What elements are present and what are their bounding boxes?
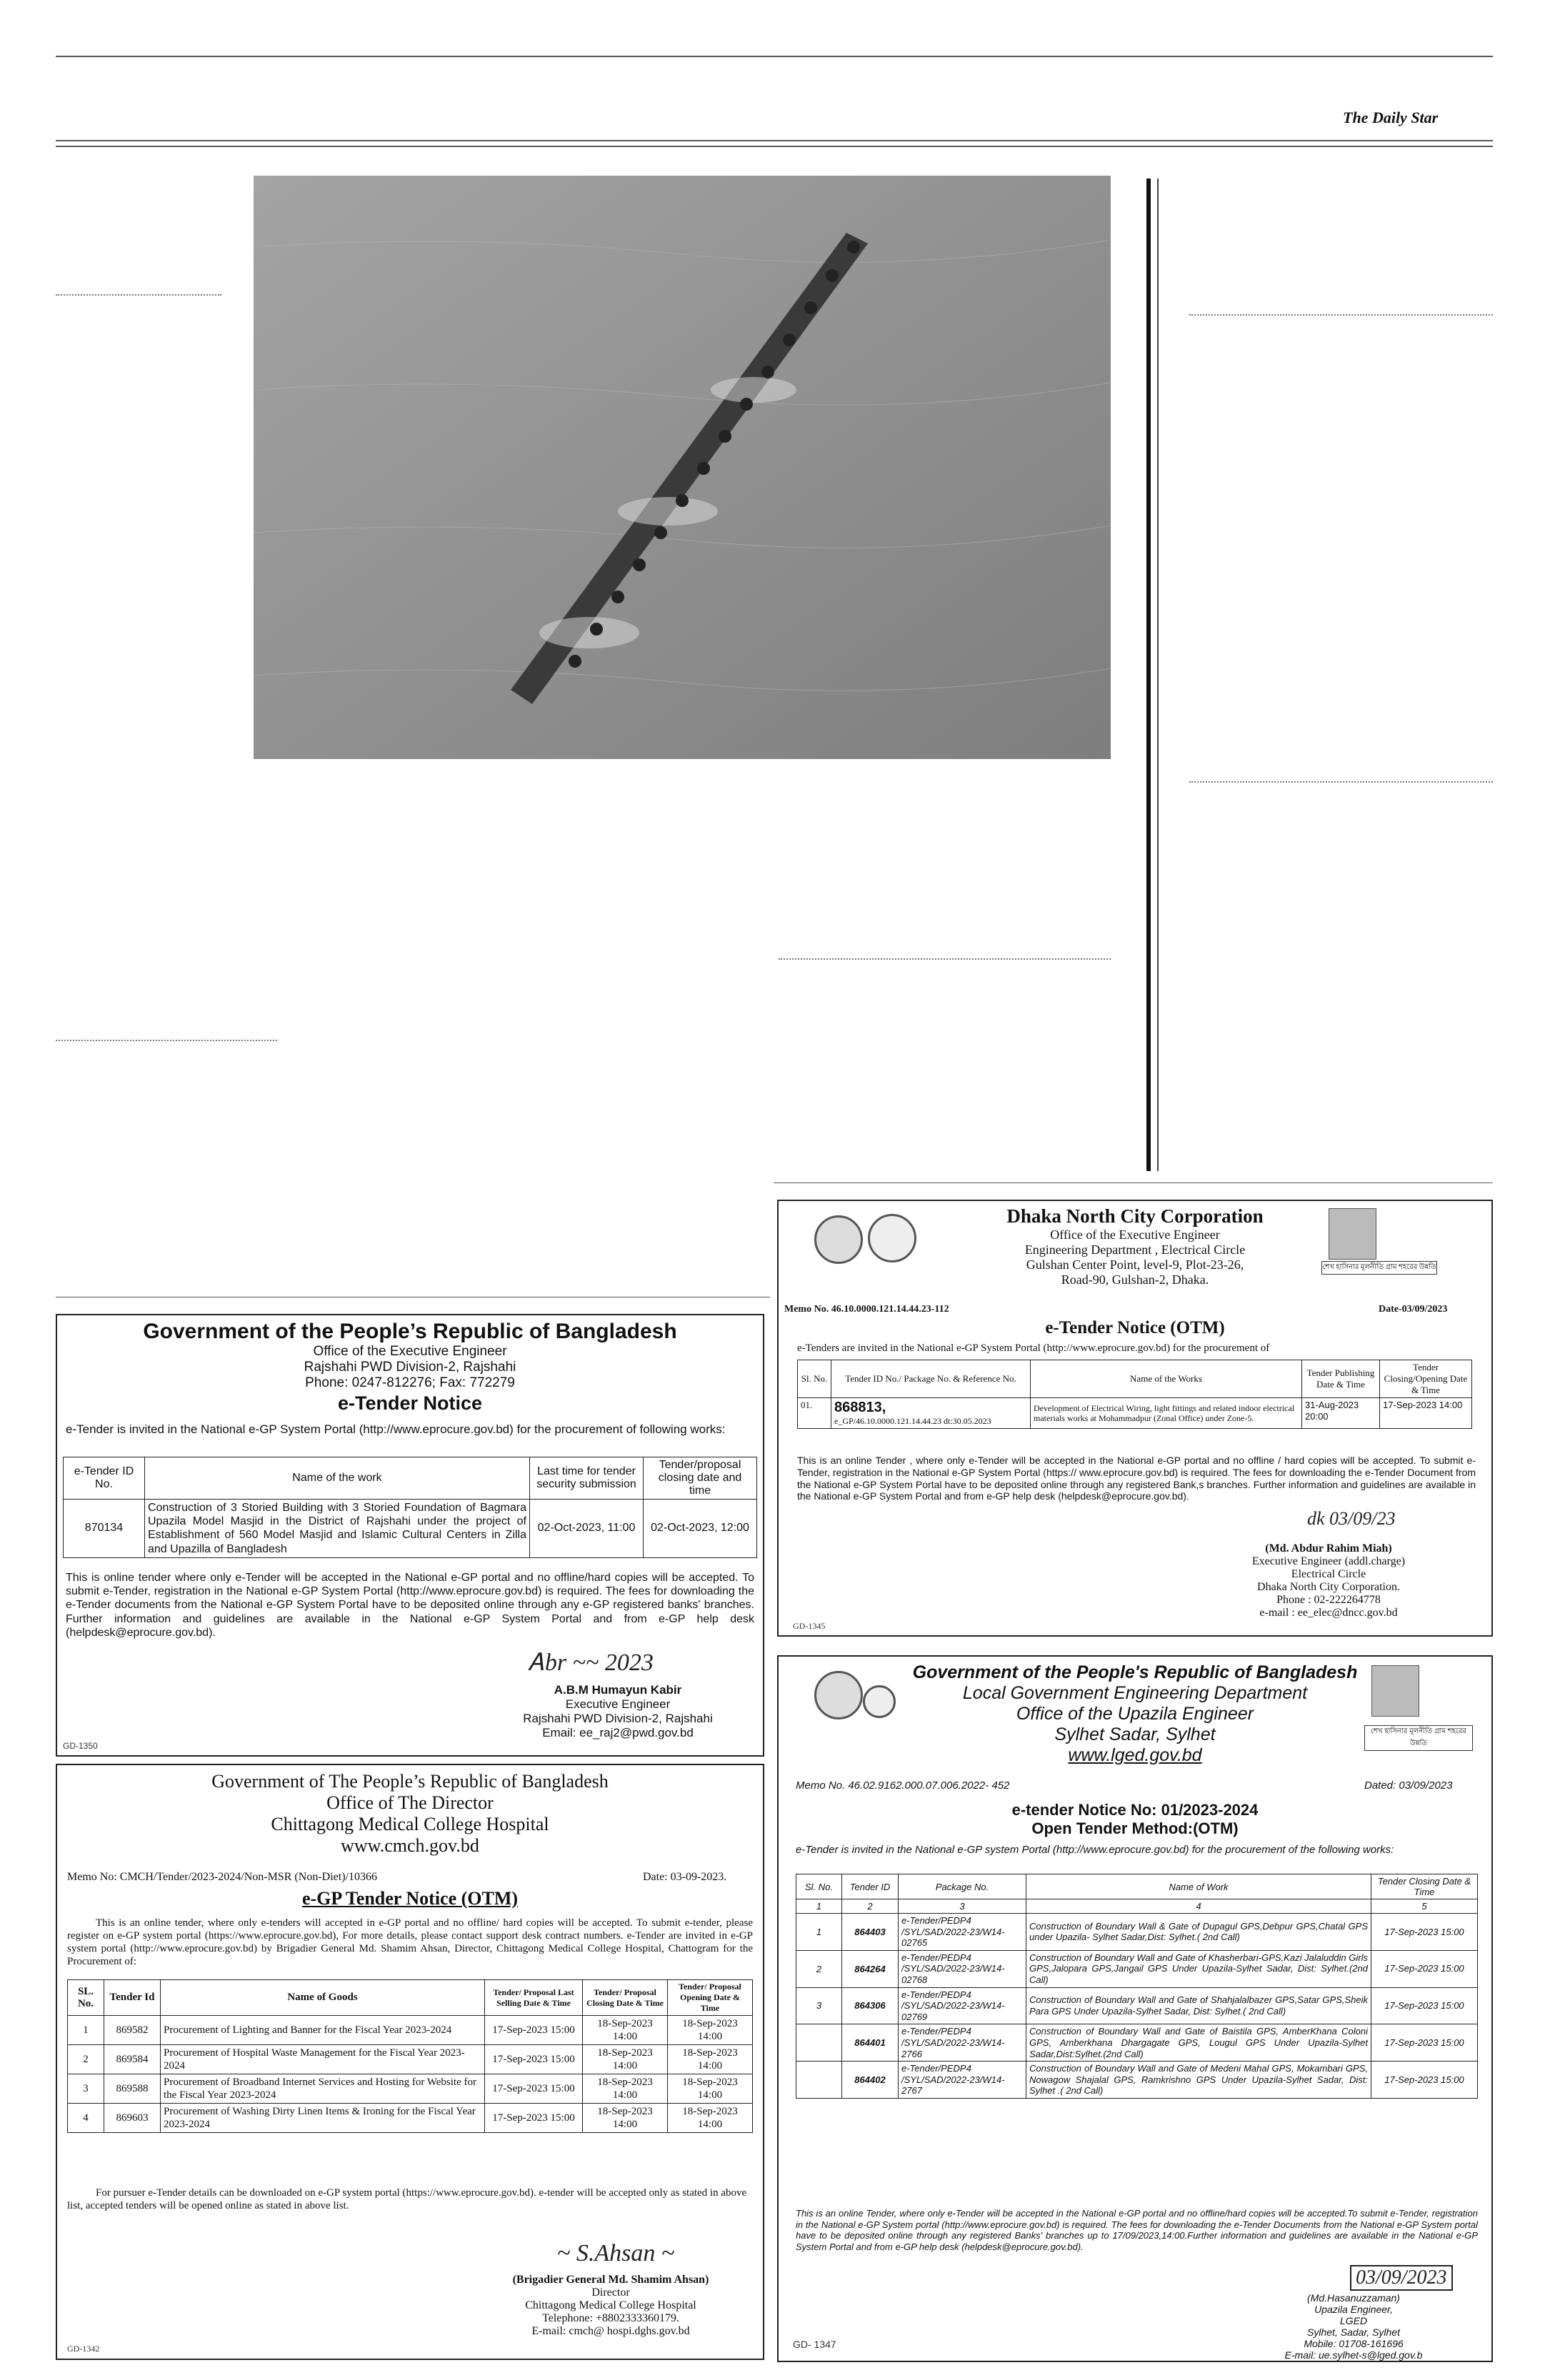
- col-number-row: [796, 1899, 1478, 1914]
- notice-hospital: Chittagong Medical College Hospital: [271, 1814, 549, 1834]
- row-opening: 18-Sep-2023 14:00: [668, 2074, 753, 2104]
- row-work: Construction of Boundary Wall and Gate of Medeni Mahal GPS, Mokambari GPS, Nowagow Shajalal GPS, Ramkrishno GPS Under Upazila-Sylhet Sadar, Dist: Sylhet .( 2nd Call): [1026, 2062, 1371, 2099]
- ad-code: GD- 1347: [793, 2339, 836, 2350]
- notice-title: Government of the People's Republic of Bangladesh: [912, 1662, 1358, 1682]
- column-divider-thin: [1157, 179, 1159, 1171]
- row-selling: 17-Sep-2023 15:00: [485, 2074, 583, 2104]
- col-header: Tender/ Proposal Last Selling Date & Time: [485, 1980, 583, 2016]
- row-id: 869582: [104, 2016, 161, 2045]
- signatory-org: Dhaka North City Corporation.: [1257, 1581, 1400, 1593]
- row-pkg: e-Tender/PEDP4 /SYL/SAD/2022-23/W14-02768: [899, 1950, 1026, 1987]
- notice-title: Government of the People’s Republic of Bangladesh: [143, 1320, 677, 1343]
- notice-intro: This is an online tender, where only e-tenders will accepted in e-GP portal and no offline/ hard copies will be accepted. To submit e-tender, please register on e-GP system portal (https://www.eprocure.gov.bd), For more details, please contact support desk contract numbers. e-Tender are invited in e-GP system portal (http://www.eprocure.gov.bd) by Brigadier General Md. Shamim Ahsan, Director, Chittagong Medical College Hospital, Chattogram for the Procurement of:: [67, 1917, 753, 1967]
- notice-heading: e-GP Tender Notice (OTM): [301, 1888, 519, 1909]
- signatory-email: E-mail: ue.sylhet-s@lged.gov.b: [1284, 2349, 1423, 2361]
- notice-heading: e-Tender Notice: [337, 1392, 483, 1414]
- row-pkg: e-Tender/PEDP4 /SYL/SAD/2022-23/W14-02769: [899, 1987, 1026, 2024]
- signatory-title: Director: [591, 2286, 630, 2299]
- col-num: 5: [1371, 1899, 1478, 1914]
- signatory-email: Email: ee_raj2@pwd.gov.bd: [542, 1726, 694, 1739]
- row-sl: 1: [796, 1914, 842, 1951]
- col-header: Name of the work: [145, 1457, 530, 1500]
- row-goods: Procurement of Broadband Internet Services and Hosting for Website for the Fiscal Year 2023-2024: [161, 2074, 485, 2104]
- table-row: [796, 2062, 1478, 2099]
- table-row: [68, 2074, 753, 2104]
- col-num: 4: [1026, 1899, 1371, 1914]
- signature-date: 03/09/2023: [1350, 2265, 1453, 2291]
- table-row: [64, 1500, 757, 1558]
- row-goods: Procurement of Washing Dirty Linen Items & Ironing for the Fiscal Year 2023-2024: [161, 2104, 485, 2133]
- row-pkg: e-Tender/PEDP4 /SYL/SAD/2022-23/W14-02765: [899, 1914, 1026, 1951]
- row-id: 869588: [104, 2074, 161, 2104]
- row-works: Development of Electrical Wiring, light fittings and related indoor electrical materials works at Mohammadpur (Zonal Office) under Zone-5.: [1031, 1398, 1302, 1429]
- row-opening: 18-Sep-2023 14:00: [668, 2104, 753, 2133]
- boat-illustration: [254, 176, 1111, 759]
- signatory-email: E-mail: cmch@ hospi.dghs.gov.bd: [531, 2325, 690, 2337]
- row-closing: 18-Sep-2023 14:00: [583, 2104, 668, 2133]
- col-num: 3: [899, 1899, 1026, 1914]
- row-opening: 18-Sep-2023 14:00: [668, 2016, 753, 2045]
- signatory-place: Sylhet, Sadar, Sylhet: [1307, 2326, 1400, 2338]
- tender-table: [797, 1360, 1472, 1429]
- row-selling: 17-Sep-2023 15:00: [485, 2045, 583, 2074]
- row-id: 869603: [104, 2104, 161, 2133]
- row-selling: 17-Sep-2023 15:00: [485, 2016, 583, 2045]
- row-goods: Procurement of Lighting and Banner for the Fiscal Year 2023-2024: [161, 2016, 485, 2045]
- col-header: Name of the Works: [1031, 1360, 1302, 1398]
- signatory-name: A.B.M Humayun Kabir: [554, 1683, 682, 1697]
- col-header: Last time for tender security submission: [530, 1457, 644, 1500]
- row-work: Construction of Boundary Wall & Gate of Dupagul GPS,Debpur GPS,Chatal GPS under Upazila- Sylhet Sadar,Dist: Sylhet.( 2nd Call): [1026, 1914, 1371, 1951]
- col-header: Tender/ Proposal Closing Date & Time: [583, 1980, 668, 2016]
- notice-footer: This is online tender where only e-Tender will be accepted in the National e-GP portal and no offline/hard copies will be accepted. To submit e-Tender, registration in the National e-GP System Portal (http://www.eprocure.gov.bd) is required. The fees for downloading the e-Tender documents from the National e-GP System Portal have to be deposited online through any e-GP registered banks' branches. Further information and guidelines are available in the National e-GP System Portal and from e-GP help desk (helpdesk@eprocure.gov.bd).: [66, 1572, 754, 1639]
- tender-table: [63, 1457, 757, 1558]
- work-name: Construction of 3 Storied Building with 3 Storied Foundation of Bagmara Upazila Model Masjid in the District of Rajshahi under the project of Establishment of 560 Model Masjid and Islamic Cultural Centers in Zilla and Upazilla of Bangladesh: [145, 1500, 530, 1558]
- col-header: Tender/ Proposal Opening Date & Time: [668, 1980, 753, 2016]
- notice-address: Road-90, Gulshan-2, Dhaka.: [1061, 1272, 1209, 1287]
- notice-intro: e-Tender is invited in the National e-GP system Portal (http://www.eprocure.gov.bd) for the procurement of the following works:: [796, 1844, 1394, 1856]
- memo-no: Memo No: CMCH/Tender/2023-2024/Non-MSR (Non-Diet)/10366: [67, 1871, 377, 1883]
- notice-intro: e-Tenders are invited in the National e-GP System Portal (http://www.eprocure.gov.bd) for the procurement of: [797, 1342, 1270, 1354]
- signature-scribble: ~ S.Ahsan ~: [557, 2240, 675, 2266]
- row-sl: [796, 2024, 842, 2062]
- signatory-name: (Md.Hasanuzzaman): [1307, 2292, 1400, 2304]
- notice-footer: This is an online Tender, where only e-Tender will be accepted in the National e-GP portal and no offline/hard copies will be accepted.To submit e-Tender, registration in the National e-GP System portal (http://www.eprocure.gov.bd) is required. The fees for downloading the e-Tender Documents from the National e-GP System portal have to be deposited online through any registered Banks' branches up to 17/09/2023,14:00.Further information and guidelines are available in the National e-GP System Portal and from e-GP help desk (helpdesk@eprocure.gov.bd).: [796, 2208, 1478, 2252]
- notice-dept: Engineering Department , Electrical Circle: [1024, 1242, 1246, 1257]
- notice-phone: Phone: 0247-812276; Fax: 772279: [305, 1375, 515, 1390]
- notice-office: Office of the Upazila Engineer: [1016, 1704, 1254, 1724]
- col-header: Tender Closing Date & Time: [1371, 1874, 1478, 1899]
- row-closing: 18-Sep-2023 14:00: [583, 2074, 668, 2104]
- tender-notice-dncc: [777, 1200, 1493, 1637]
- row-work: Construction of Boundary Wall and Gate of Khasherbari-GPS,Kazi Jalaluddin Girls GPS,Jalopara GPS,Jangail GPS Under Upazila-Sylhet Sadar, Dist: Sylhet.(2nd Call): [1026, 1950, 1371, 1987]
- notice-intro: e-Tender is invited in the National e-GP System Portal (http://www.eprocure.gov.bd) for the procurement of following works:: [66, 1422, 726, 1436]
- tender-table: [796, 1874, 1478, 2099]
- tender-notice-cmch: [56, 1764, 764, 2360]
- signatory-title: Executive Engineer (addl.charge): [1251, 1555, 1406, 1567]
- column-divider: [1146, 179, 1151, 1171]
- notice-heading: e-Tender Notice (OTM): [1045, 1318, 1225, 1337]
- signatory-office: Rajshahi PWD Division-2, Rajshahi: [523, 1712, 713, 1725]
- security-time: 02-Oct-2023, 11:00: [530, 1500, 644, 1558]
- col-header: Sl. No.: [796, 1874, 842, 1899]
- tender-id: 870134: [64, 1500, 145, 1558]
- signatory-circle: Electrical Circle: [1291, 1568, 1366, 1580]
- notice-website: www.lged.gov.bd: [1068, 1745, 1202, 1765]
- row-opening: 18-Sep-2023 14:00: [668, 2045, 753, 2074]
- col-header: Name of Work: [1026, 1874, 1371, 1899]
- col-header: Tender Id: [104, 1980, 161, 2016]
- notice-footer: This is an online Tender , where only e-Tender will be accepted in the National e-GP portal and no offline / hard copies will be accepted. To submit e-Tender, registration in the National e-GP System Portal (https:// www.eprocure.gov.bd) is required. The fees for downloading the e-Tender Document from the National e-GP System Portal have to be deposited online through any registered Bank,s branches. Further information and guidelines are available in the National e-GP System Portal and from e-GP help desk (helpdesk@eprocure.gov.bd).: [797, 1455, 1476, 1502]
- ad-code: GD-1345: [793, 1621, 826, 1631]
- signatory-title: Upazila Engineer,: [1314, 2304, 1393, 2315]
- col-header: e-Tender ID No.: [64, 1457, 145, 1500]
- notice-location: Sylhet Sadar, Sylhet: [1054, 1724, 1216, 1744]
- slogan-banner: শেখ হাসিনার মূলনীতি গ্রাম শহরের উন্নতি: [1364, 1725, 1473, 1751]
- row-id: 864306: [842, 1987, 899, 2024]
- signatory-email: e-mail : ee_elec@dncc.gov.bd: [1259, 1607, 1398, 1619]
- masthead-rule-2: [56, 146, 1493, 147]
- table-row: [68, 2045, 753, 2074]
- memo-date: Date: 03-09-2023.: [643, 1871, 727, 1883]
- notice-heading: e-tender Notice No: 01/2023-2024: [1011, 1801, 1259, 1819]
- row-sl: [796, 2062, 842, 2099]
- row-closing: 17-Sep-2023 15:00: [1371, 1914, 1478, 1951]
- signatory-phone: Telephone: +8802333360179.: [542, 2312, 679, 2324]
- row-closing: 17-Sep-2023 15:00: [1371, 2062, 1478, 2099]
- row-goods: Procurement of Hospital Waste Management for the Fiscal Year 2023-2024: [161, 2045, 485, 2074]
- row-id: 864403: [842, 1914, 899, 1951]
- table-row: [798, 1398, 1472, 1429]
- row-id-cell: [831, 1398, 1031, 1429]
- table-row: [796, 1950, 1478, 1987]
- row-closing: 18-Sep-2023 14:00: [583, 2016, 668, 2045]
- ad-code: GD-1350: [63, 1741, 98, 1751]
- notice-address: Gulshan Center Point, level-9, Plot-23-26,: [1026, 1257, 1244, 1272]
- row-pkg: e-Tender/PEDP4 /SYL/SAD/2022-23/W14-2767: [899, 2062, 1026, 2099]
- col-header: Tender Publishing Date & Time: [1302, 1360, 1380, 1398]
- notice-office: Office of the Executive Engineer: [1050, 1227, 1220, 1242]
- boat-race-photo: [254, 176, 1111, 759]
- row-sl: 3: [68, 2074, 104, 2104]
- masthead-brand: The Daily Star: [1343, 109, 1439, 126]
- ad-code: GD-1342: [67, 2344, 100, 2354]
- row-id: 868813,: [834, 1400, 886, 1415]
- separator: [1189, 314, 1493, 316]
- row-closing: 17-Sep-2023 15:00: [1371, 2024, 1478, 2062]
- row-id: 869584: [104, 2045, 161, 2074]
- row-pkg: e-Tender/PEDP4 /SYL/SAD/2022-23/W14-2766: [899, 2024, 1026, 2062]
- masthead-rule: [56, 140, 1493, 141]
- row-ref: e_GP/46.10.0000.121.14.44.23 dt:30.05.2023: [834, 1416, 991, 1426]
- row-sl: 1: [68, 2016, 104, 2045]
- tender-method: Open Tender Method:(OTM): [1031, 1819, 1239, 1837]
- tender-table: [67, 1979, 753, 2133]
- signature-scribble: dk 03/09/23: [1307, 1508, 1396, 1529]
- row-publishing: 31-Aug-2023 20:00: [1302, 1398, 1380, 1429]
- notice-office: Office of The Director: [326, 1792, 494, 1813]
- row-sl: 4: [68, 2104, 104, 2133]
- col-num: 1: [796, 1899, 842, 1914]
- col-header: Package No.: [899, 1874, 1026, 1899]
- tender-notice-rajshahi: [56, 1314, 764, 1757]
- closing-time: 02-Oct-2023, 12:00: [644, 1500, 757, 1558]
- table-row: [68, 2016, 753, 2045]
- col-header: Tender Closing/Opening Date & Time: [1380, 1360, 1472, 1398]
- separator: [779, 958, 1111, 960]
- notice-dept: Local Government Engineering Department: [962, 1683, 1308, 1703]
- notice-title: Government of The People’s Republic of Bangladesh: [211, 1771, 609, 1792]
- col-header: Tender ID No./ Package No. & Reference No.: [831, 1360, 1031, 1398]
- notice-website: www.cmch.gov.bd: [341, 1835, 479, 1856]
- row-closing: 18-Sep-2023 14:00: [583, 2045, 668, 2074]
- notice-division: Rajshahi PWD Division-2, Rajshahi: [304, 1360, 516, 1375]
- signatory-title: Executive Engineer: [565, 1697, 671, 1711]
- slogan-banner: শেখ হাসিনার মূলনীতি গ্রাম শহরের উন্নতি: [1321, 1261, 1437, 1275]
- row-id: 864402: [842, 2062, 899, 2099]
- memo-no: Memo No. 46.10.0000.121.14.44.23-112: [784, 1304, 949, 1315]
- table-row: [796, 1914, 1478, 1951]
- row-closing: 17-Sep-2023 15:00: [1371, 1950, 1478, 1987]
- row-sl: 2: [796, 1950, 842, 1987]
- table-row: [796, 2024, 1478, 2062]
- col-header: Name of Goods: [161, 1980, 485, 2016]
- row-selling: 17-Sep-2023 15:00: [485, 2104, 583, 2133]
- col-num: 2: [842, 1899, 899, 1914]
- col-header: Tender ID: [842, 1874, 899, 1899]
- signatory-phone: Phone : 02-222264778: [1276, 1594, 1381, 1606]
- row-sl: 01.: [798, 1398, 831, 1429]
- signatory-name: (Brigadier General Md. Shamim Ahsan): [512, 2274, 709, 2286]
- row-work: Construction of Boundary Wall and Gate of Shahjalalbazer GPS,Satar GPS,Sheik Para GPS Under Upazila-Sylhet Sadar, Dist: Sylhet.( 2nd Call): [1026, 1987, 1371, 2024]
- memo-date: Date-03/09/2023: [1379, 1304, 1448, 1315]
- col-header: Tender/proposal closing date and time: [644, 1457, 757, 1500]
- row-closing: 17-Sep-2023 14:00: [1380, 1398, 1472, 1429]
- row-sl: 3: [796, 1987, 842, 2024]
- memo-no: Memo No. 46.02.9162.000.07.006.2022- 452: [796, 1779, 1010, 1792]
- separator: [1189, 781, 1493, 783]
- notice-footer: For pursuer e-Tender details can be downloaded on e-GP system portal (https://www.eprocure.gov.bd). e-tender will be accepted only as stated in above list, accepted tenders will be opened online as stated in above list.: [67, 2187, 747, 2211]
- signatory-office: Chittagong Medical College Hospital: [525, 2299, 696, 2311]
- org-name: Dhaka North City Corporation: [1006, 1205, 1264, 1227]
- separator: [56, 1040, 277, 1041]
- row-id: 864264: [842, 1950, 899, 1987]
- signatory-org: LGED: [1339, 2315, 1368, 2326]
- col-header: SL. No.: [68, 1980, 104, 2016]
- memo-date: Dated: 03/09/2023: [1364, 1779, 1453, 1792]
- row-closing: 17-Sep-2023 15:00: [1371, 1987, 1478, 2024]
- tender-notice-lged: [777, 1655, 1493, 2362]
- separator: [56, 294, 221, 296]
- signature-scribble: Ꭺbr ~~ 2023: [529, 1650, 654, 1676]
- col-header: Sl. No.: [798, 1360, 831, 1398]
- top-rule: [56, 56, 1493, 57]
- table-row: [68, 2104, 753, 2133]
- notice-office: Office of the Executive Engineer: [313, 1344, 507, 1359]
- row-id: 864401: [842, 2024, 899, 2062]
- table-row: [796, 1987, 1478, 2024]
- signatory-mobile: Mobile: 01708-161696: [1304, 2338, 1404, 2349]
- signatory-name: (Md. Abdur Rahim Miah): [1265, 1542, 1392, 1555]
- row-work: Construction of Boundary Wall and Gate of Baistila GPS, AmberKhana Coloni GPS, Amberkhana Dhargagate GPS, Lougul GPS Under Upazila-Sylhet Sadar,Dist:Sylhet.(2nd Call): [1026, 2024, 1371, 2062]
- row-sl: 2: [68, 2045, 104, 2074]
